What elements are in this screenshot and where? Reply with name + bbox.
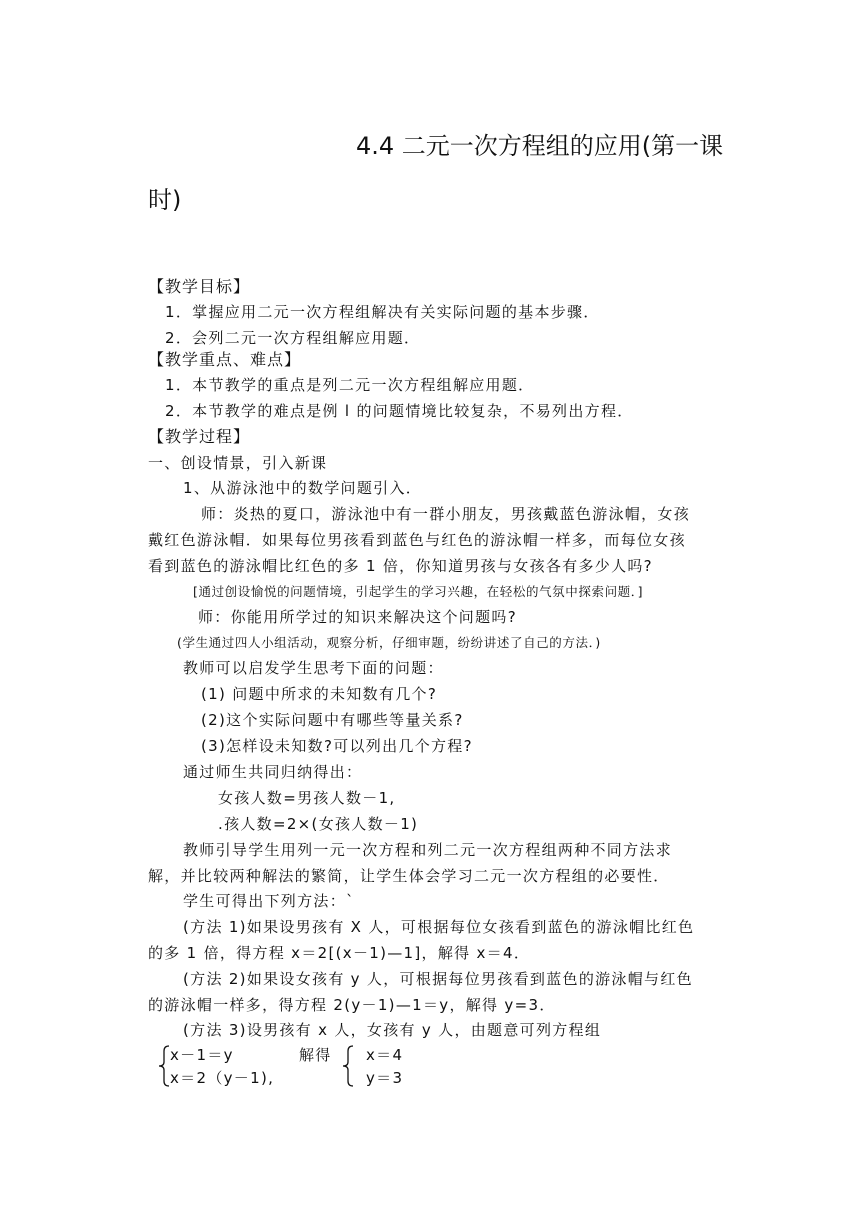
summary-line: 通过师生共同归纳得出： bbox=[183, 763, 363, 781]
guide-line: 教师可以启发学生思考下面的问题： bbox=[183, 659, 444, 677]
method-3-line: (方法 3)设男孩有 x 人，女孩有 y 人，由题意可列方程组 bbox=[183, 1021, 602, 1039]
method-1-line-2: 的多 1 倍，得方程 x＝2[(x－1)—1]，解得 x＝4． bbox=[148, 944, 531, 962]
page-title-line-2: 时) bbox=[148, 186, 182, 214]
guide2-line-1: 教师引导学生用列一元一次方程和列二元一次方程组两种不同方法求 bbox=[183, 841, 673, 859]
system-equation-1: x－1＝y bbox=[170, 1046, 234, 1064]
process-heading: 【教学过程】 bbox=[148, 427, 251, 446]
step-1-title: 1、从游泳池中的数学问题引入． bbox=[183, 479, 423, 497]
teacher-line-1: 师：炎热的夏口，游泳池中有一群小朋友，男孩戴蓝色游泳帽，女孩 bbox=[201, 505, 691, 523]
question-3: (3)怎样设未知数?可以列出几个方程? bbox=[201, 737, 473, 755]
note-1: [通过创设愉悦的问题情境，引起学生的学习兴趣，在轻松的气氛中探索问题．] bbox=[193, 584, 644, 599]
guide2-line-2: 解，并比较两种解法的繁简，让学生体会学习二元一次方程组的必要性． bbox=[148, 867, 670, 885]
solution-1: x＝4 bbox=[366, 1046, 404, 1064]
relation-1: 女孩人数=男孩人数－1, bbox=[218, 789, 396, 807]
note-2: (学生通过四人小组活动，观察分析，仔细审题，纷纷讲述了自己的方法．) bbox=[177, 635, 601, 650]
method-2-line-2: 的游泳帽一样多，得方程 2(y－1)—1＝y，解得 y=3． bbox=[148, 996, 556, 1014]
key-point-item-1: 1．本节教学的重点是列二元一次方程组解应用题． bbox=[165, 376, 535, 394]
key-point-item-2: 2．本节教学的难点是例 l 的问题情境比较复杂，不易列出方程． bbox=[165, 402, 634, 420]
system-equation-2: x＝2（y－1), bbox=[170, 1069, 275, 1087]
method-1-line-1: (方法 1)如果设男孩有 X 人，可根据每位女孩看到蓝色的游泳帽比红色 bbox=[183, 918, 695, 936]
teacher-line-3: 看到蓝色的游泳帽比红色的多 1 倍，你知道男孩与女孩各有多少人吗? bbox=[148, 557, 653, 575]
left-brace-icon bbox=[158, 1045, 170, 1087]
question-2: (2)这个实际问题中有哪些等量关系? bbox=[201, 711, 464, 729]
question-1: (1) 问题中所求的未知数有几个? bbox=[201, 685, 438, 703]
method-2-line-1: (方法 2)如果设女孩有 y 人，可根据每位男孩看到蓝色的游泳帽与红色 bbox=[183, 970, 693, 988]
section-1-title: 一、创设情景，引入新课 bbox=[148, 454, 328, 472]
teacher-question: 师：你能用所学过的知识来解决这个问题吗? bbox=[198, 608, 517, 626]
relation-2: .孩人数=2×(女孩人数－1) bbox=[218, 815, 419, 833]
methods-intro: 学生可得出下列方法：` bbox=[183, 892, 355, 910]
solve-label: 解得 bbox=[299, 1046, 332, 1064]
teacher-line-2: 戴红色游泳帽．如果每位男孩看到蓝色与红色的游泳帽一样多，而每位女孩 bbox=[148, 531, 686, 549]
key-points-heading: 【教学重点、难点】 bbox=[148, 350, 302, 369]
right-brace-icon bbox=[342, 1045, 354, 1087]
objective-item-2: 2．会列二元一次方程组解应用题． bbox=[165, 329, 421, 347]
objective-item-1: 1．掌握应用二元一次方程组解决有关实际问题的基本步骤． bbox=[165, 303, 600, 321]
solution-2: y＝3 bbox=[366, 1069, 404, 1087]
page-title-line-1: 4.4 二元一次方程组的应用(第一课 bbox=[356, 132, 724, 160]
objectives-heading: 【教学目标】 bbox=[148, 277, 251, 296]
